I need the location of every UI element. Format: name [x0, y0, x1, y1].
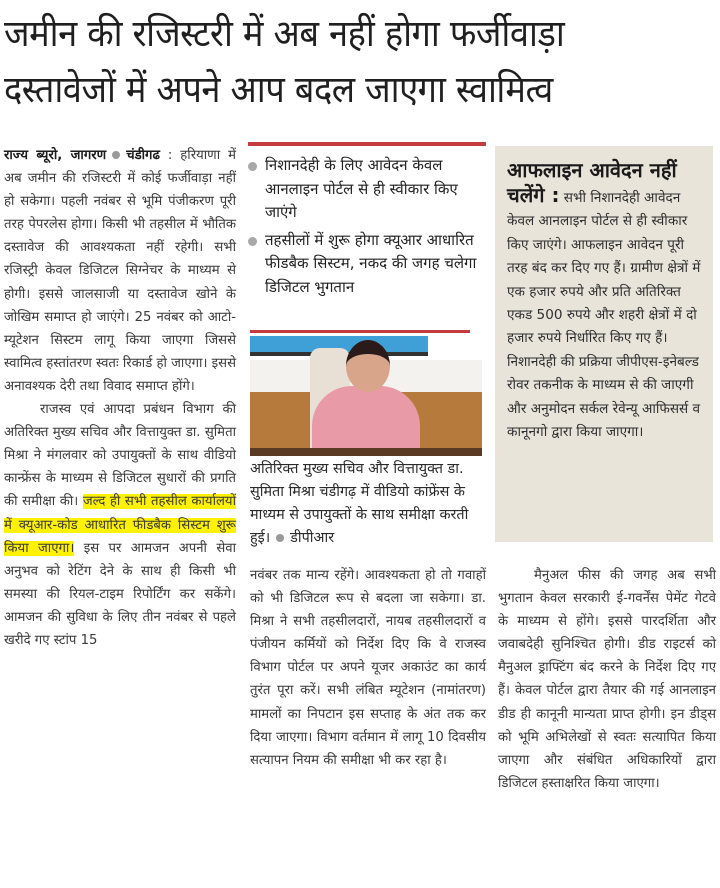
- article-paragraph-2-end: इस पर आमजन अपनी सेवा अनुभव को रेटिंग देने के साथ ही किसी भी समस्या की रियल-टाइम रिपोर्टिंग कर सकेंगे। आमजन की सुविधा के लिए तीन नवंबर से पहले खरीदे गए स्टांप 15: [4, 540, 236, 648]
- bullet-dot-icon: [112, 151, 120, 159]
- article-column-2: [250, 564, 486, 772]
- article-column-3: [498, 564, 716, 795]
- bullet-dot-icon: [248, 237, 257, 246]
- highlight-text-2: तहसीलों में शुरू होगा क्यूआर आधारित फीडबैक सिस्टम, नकद की जगह चलेगा डिजिटल भुगतान: [265, 230, 477, 296]
- photo-caption: [250, 458, 486, 550]
- highlights-box: [248, 140, 486, 303]
- highlight-item: [248, 154, 486, 225]
- news-photo: [250, 330, 482, 456]
- article-paragraph-1: : हरियाणा में अब जमीन की रजिस्टरी में कोई फर्जीवाड़ा नहीं हो सकेगा। पहली नवंबर से भूमि पंजीकरण पूरी तरह पेपरलेस होगा। किसी भी तहसील में भौतिक दस्तावेज की आवश्यकता नहीं रहेगी। सभी रजिस्ट्री केवल डिजिटल सिग्नेचर के माध्यम से होगी। इससे जालसाजी या दस्तावेज खोने के जोखिम समाप्त हो जाएंगे। 25 नवंबर को आटो-म्यूटेशन सिस्टम लागू किया जाएगा जिससे स्वामित्व हस्तांतरण स्वतः रिकार्ड हो जाएगा। इससे अनावश्यक देरी तथा विवाद समाप्त होंगे।: [4, 148, 236, 394]
- sidebar-body: [507, 184, 701, 444]
- headline-line-2: दस्तावेजों में अपने आप बदल जाएगा स्वामित्व: [4, 68, 553, 111]
- bullet-dot-icon: [248, 162, 257, 171]
- photo-credit: डीपीआर: [290, 530, 335, 546]
- highlight-text-1: निशानदेही के लिए आवेदन केवल आनलाइन पोर्टल से ही स्वीकार किए जाएंगे: [265, 156, 458, 221]
- article-paragraph-3: नवंबर तक मान्य रहेंगे। आवश्यकता हो तो गवाहों को भी डिजिटल रूप से बदला जा सकेगा। डा. मिश्रा ने सभी तहसीलदारों, नायब तहसीलदारों व पंजीयन कर्मियों को निर्देश दिए कि वे राजस्व विभाग पोर्टल पर अपने यूजर अकाउंट का कार्य तुरंत पूरा करें। सभी लंबित म्यूटेशन (नामांतरण) मामलों का निपटान इस सप्ताह के अंत तक कर दिया जाएगा। विभाग वर्तमान में लागू 10 दिवसीय सत्यापन नियम की समीक्षा भी कर रहा है।: [250, 568, 486, 768]
- highlighted-text: जल्द ही सभी तहसील कार्यालयों में क्यूआर-कोड आधारित फीडबैक सिस्टम शुरू किया जाएगा।: [4, 494, 236, 556]
- dateline-bureau: राज्य ब्यूरो, जागरण: [4, 148, 107, 163]
- accent-rule: [248, 142, 486, 146]
- article-column-1: [4, 144, 236, 652]
- sidebar-text: सभी निशानदेही आवेदन केवल आनलाइन पोर्टल से ही स्वीकार किए जाएंगे। आफलाइन आवेदन पूरी तरह बंद कर दिए गए हैं। ग्रामीण क्षेत्रों में एक हजार रुपये और प्रति अतिरिक्त एकड 500 रुपये और शहरी क्षेत्रों में दो हजार रुपये निर्धारित किए गए हैं। निशानदेही की प्रक्रिया जीपीएस-इनेबल्ड रोवर तकनीक के माध्यम से की जाएगी और अनुमोदन सर्कल रेवेन्यू आफिसर्स व कानूनगो द्वारा किया जाएगा।: [507, 190, 701, 441]
- headline-line-1: जमीन की रजिस्टरी में अब नहीं होगा फर्जीवाड़ा: [4, 12, 565, 55]
- highlight-item: [248, 229, 486, 300]
- caption-text: अतिरिक्त मुख्य सचिव और वित्तायुक्त डा. सुमिता मिश्रा चंडीगढ़ में वीडियो कांफ्रेंस के माध्यम से उपायुक्तों के साथ समीक्षा करती हुई।: [250, 461, 469, 546]
- headline: [4, 6, 716, 118]
- sidebar-lead: चलेंगे :: [507, 183, 560, 207]
- sidebar-box: [495, 146, 713, 542]
- accent-rule: [250, 330, 470, 333]
- sidebar-title: आफलाइन आवेदन नहीं: [507, 158, 677, 182]
- article-paragraph-4: मैनुअल फीस की जगह अब सभी भुगतान केवल सरकारी ई-गवर्नेंस पेमेंट गेटवे के माध्यम से होंगे। इससे पारदर्शिता और जवाबदेही सुनिश्चित होगी। डीड राइटर्स को मैनुअल ड्राफ्टिंग बंद करने के निर्देश दिए गए हैं। केवल पोर्टल द्वारा तैयार की गई आनलाइन डीड ही कानूनी मान्यता प्राप्त होगी। इन डीड्स को भूमि अभिलेखों से स्वतः सत्यापित किया जाएगा और संबंधित अधिकारियों द्वारा डिजिटल हस्ताक्षरित किया जाएगा।: [498, 568, 716, 791]
- bullet-dot-icon: [276, 534, 284, 542]
- article-paragraph-2-start: राजस्व एवं आपदा प्रबंधन विभाग की अतिरिक्त मुख्य सचिव और वित्तायुक्त डा. सुमिता मिश्रा ने मंगलवार को उपायुक्तों के साथ वीडियो कान्फ्रेंस के माध्यम से डिजिटल सुधारों की प्रगति की समीक्षा की।: [4, 402, 236, 510]
- dateline-place: चंडीगढ: [126, 148, 160, 163]
